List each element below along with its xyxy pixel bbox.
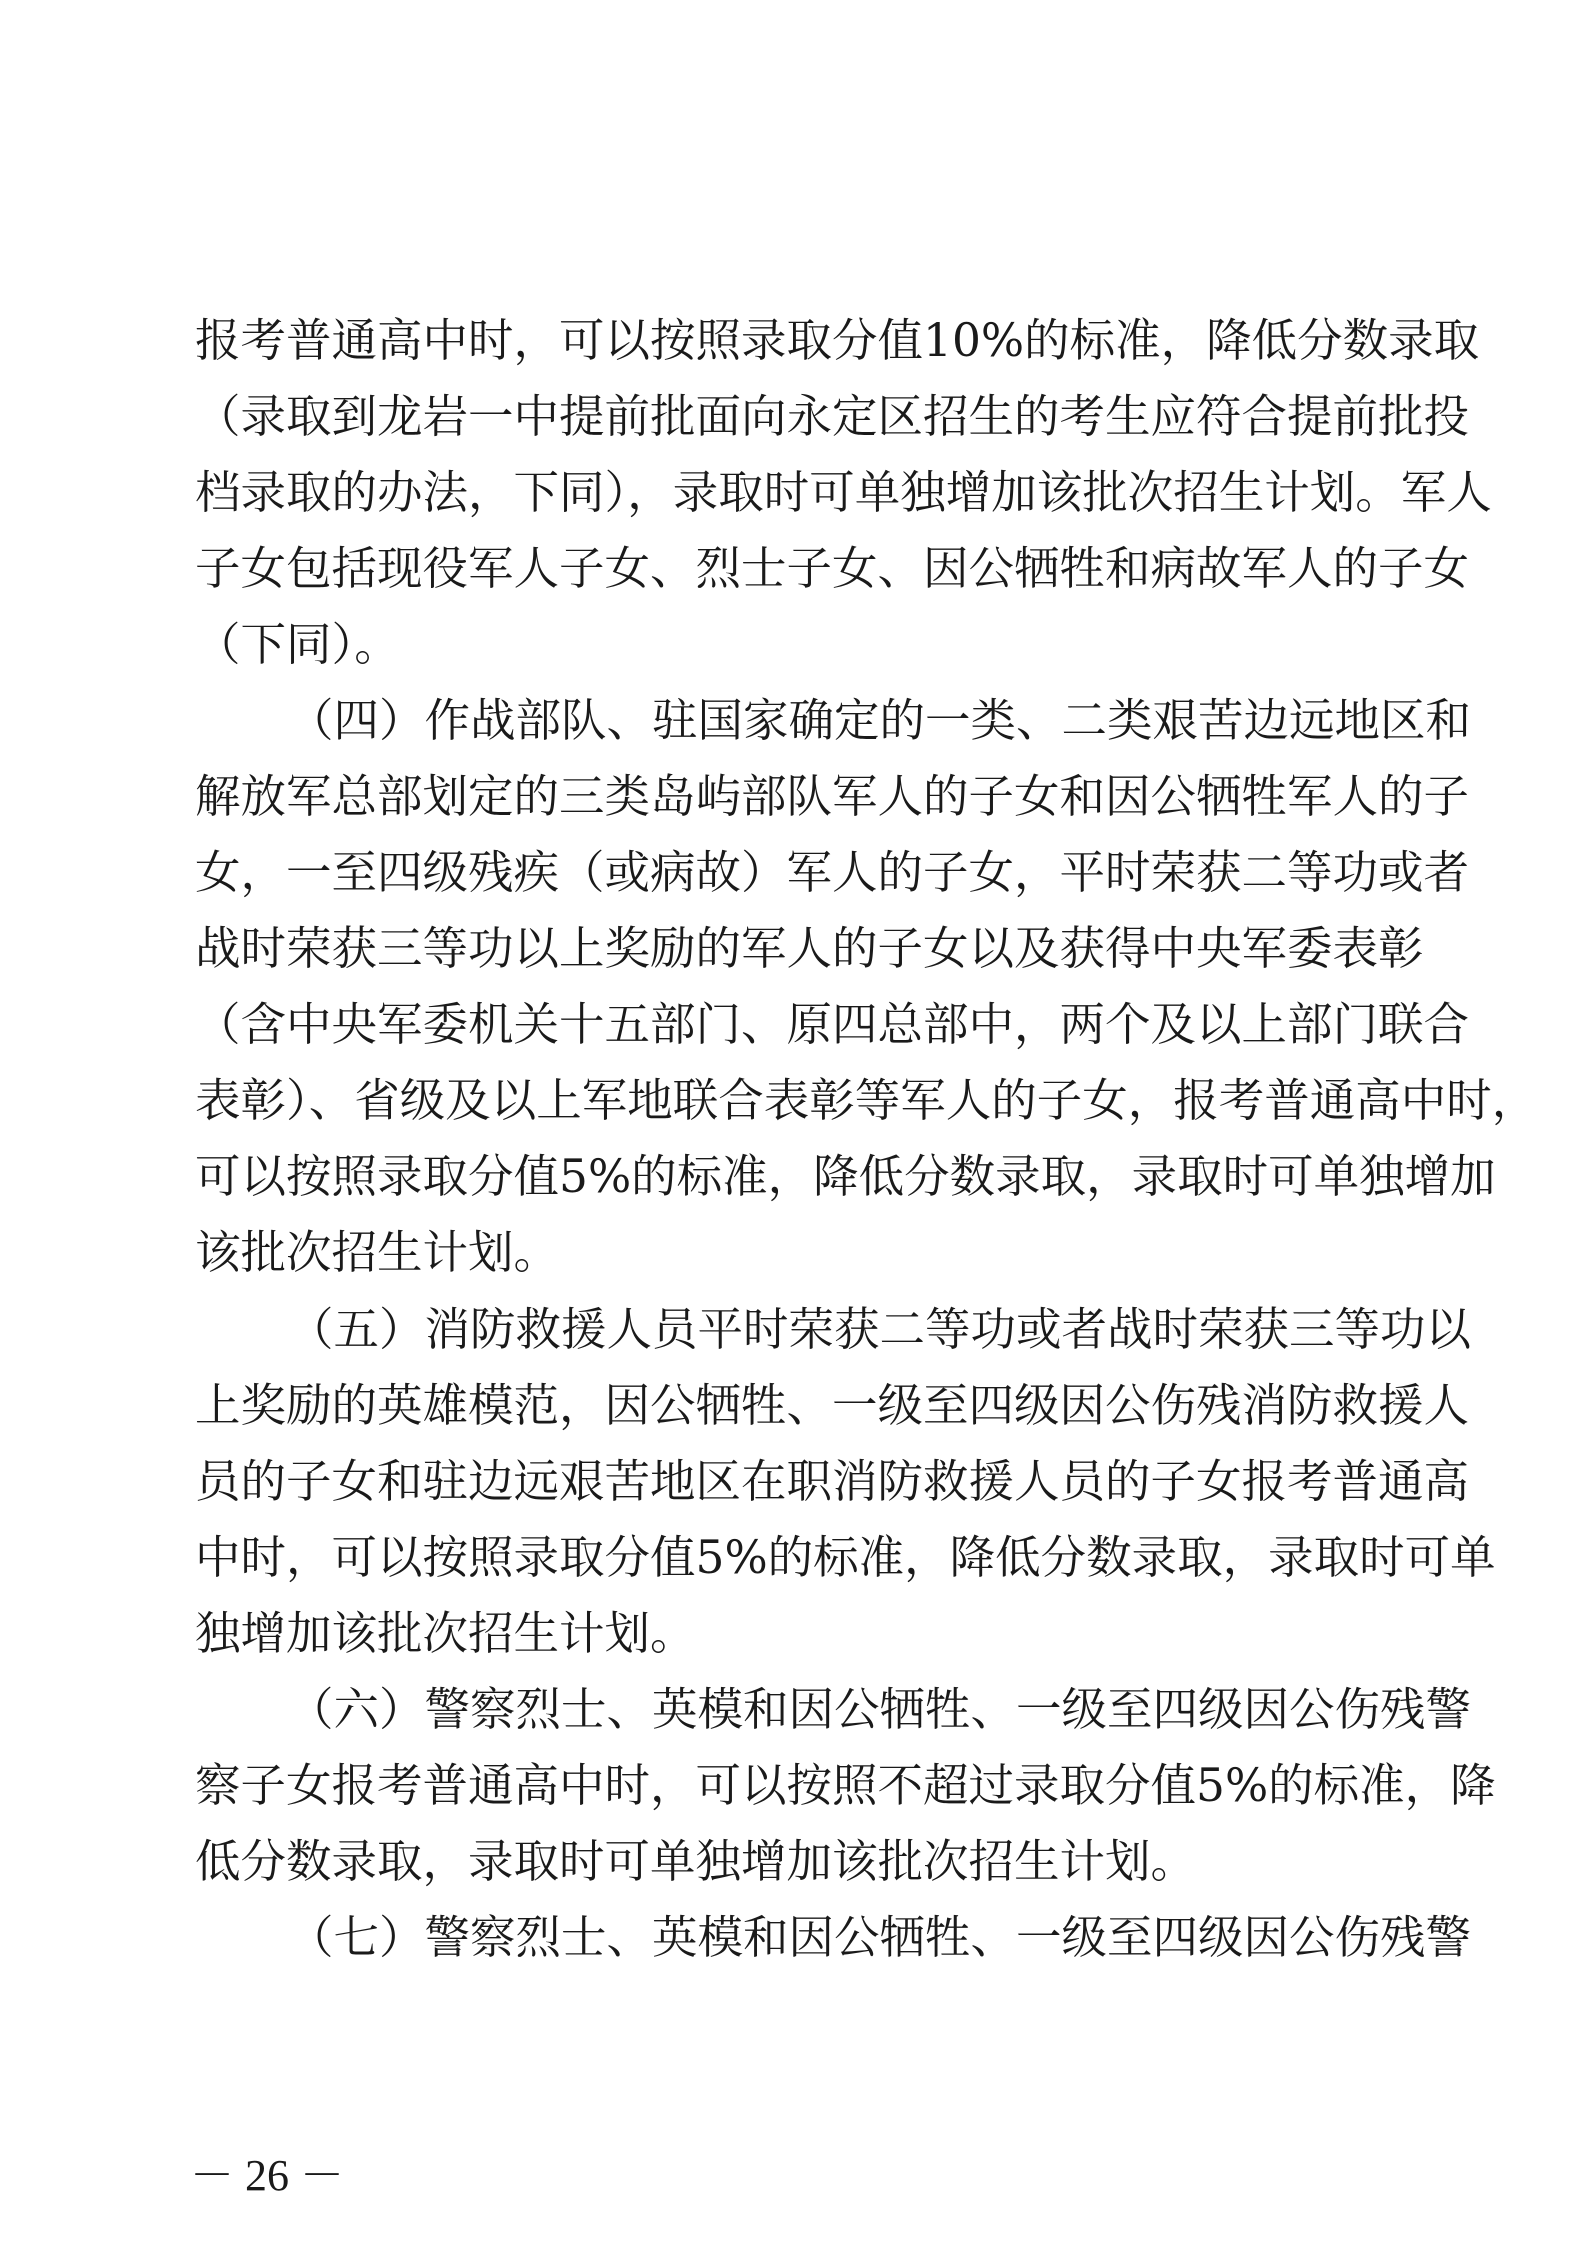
- body-text-line: 战时荣获三等功以上奖励的军人的子女以及获得中央军委表彰: [195, 922, 1424, 975]
- body-text-line: 低分数录取，录取时可单独增加该批次招生计划。: [195, 1835, 1197, 1888]
- body-text-line: 表彰）、省级及以上军地联合表彰等军人的子女，报考普通高中时，: [195, 1074, 1538, 1127]
- body-text-line: 中时，可以按照录取分值5%的标准，降低分数录取，录取时可单: [195, 1531, 1496, 1584]
- body-text-line: 报考普通高中时，可以按照录取分值10%的标准，降低分数录取: [195, 314, 1480, 367]
- body-text-line: （含中央军委机关十五部门、原四总部中，两个及以上部门联合: [195, 998, 1470, 1051]
- body-text-line: 上奖励的英雄模范，因公牺牲、一级至四级因公伤残消防救援人: [195, 1379, 1470, 1432]
- paragraph-heading-4: （四）作战部队、驻国家确定的一类、二类艰苦边远地区和: [288, 694, 1472, 747]
- paragraph-heading-5: （五）消防救援人员平时荣获二等功或者战时荣获三等功以: [288, 1303, 1472, 1356]
- body-text-line: 员的子女和驻边远艰苦地区在职消防救援人员的子女报考普通高: [195, 1455, 1470, 1508]
- body-text-line: 解放军总部划定的三类岛屿部队军人的子女和因公牺牲军人的子: [195, 770, 1470, 823]
- body-text-line: 子女包括现役军人子女、烈士子女、因公牺牲和病故军人的子女: [195, 542, 1470, 595]
- paragraph-heading-7: （七）警察烈士、英模和因公牺牲、一级至四级因公伤残警: [288, 1911, 1472, 1964]
- body-text-line: 档录取的办法，下同），录取时可单独增加该批次招生计划。军人: [195, 466, 1492, 519]
- body-text-line: 该批次招生计划。: [195, 1226, 560, 1279]
- body-text-line: （录取到龙岩一中提前批面向永定区招生的考生应符合提前批投: [195, 390, 1470, 443]
- body-text-line: （下同）。: [195, 618, 400, 671]
- body-text-line: 可以按照录取分值5%的标准，降低分数录取，录取时可单独增加: [195, 1150, 1496, 1203]
- paragraph-heading-6: （六）警察烈士、英模和因公牺牲、一级至四级因公伤残警: [288, 1683, 1472, 1736]
- body-text-line: 女，一至四级残疾（或病故）军人的子女，平时荣获二等功或者: [195, 846, 1470, 899]
- page-number: － 26 －: [190, 2151, 344, 2200]
- body-text-line: 独增加该批次招生计划。: [195, 1607, 696, 1660]
- body-text-line: 察子女报考普通高中时，可以按照不超过录取分值5%的标准，降: [195, 1759, 1496, 1812]
